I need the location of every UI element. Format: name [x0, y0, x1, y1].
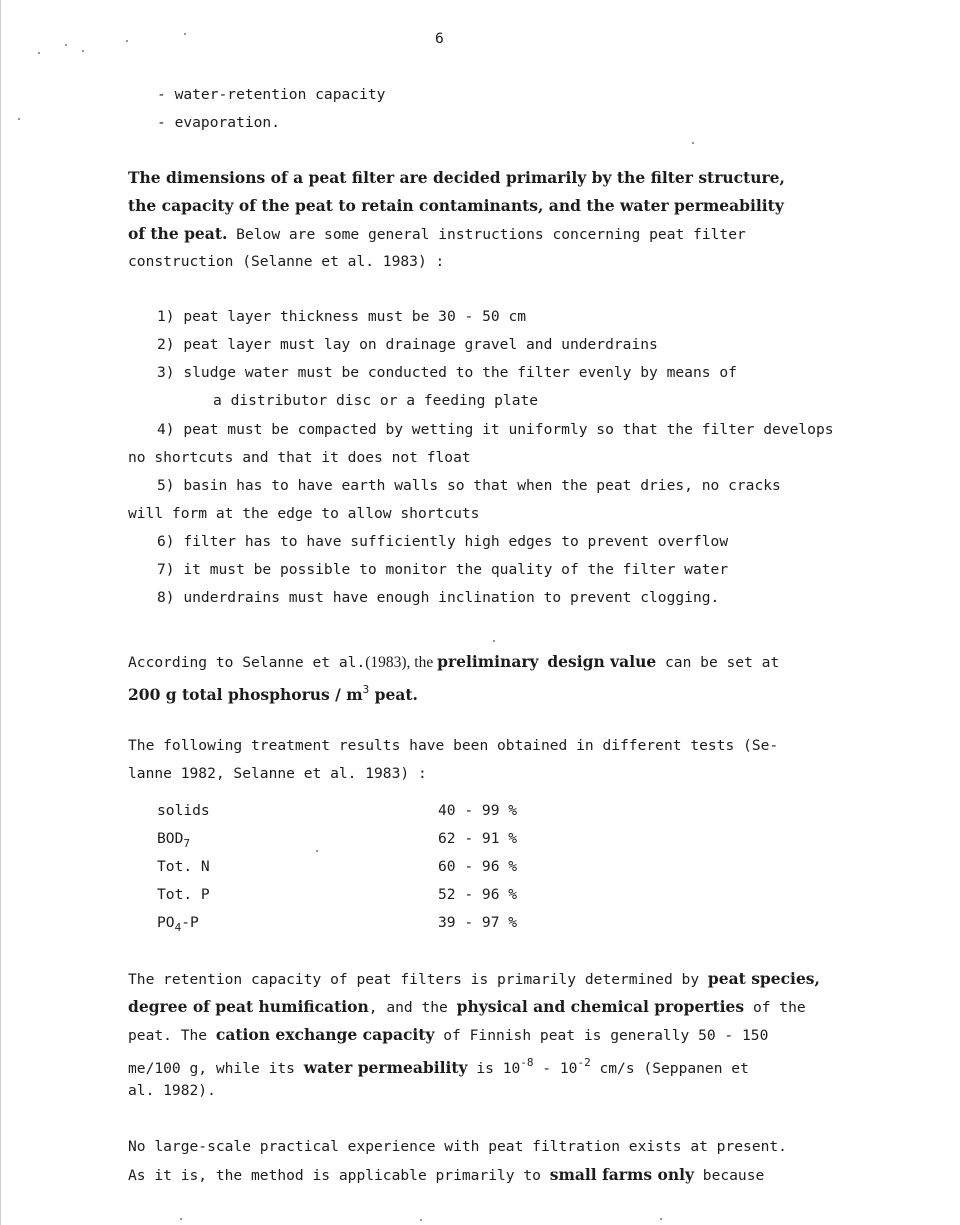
closing-line-2: As it is, the method is applicable primarily to small farms only because: [128, 1165, 765, 1184]
results-intro-line-2: lanne 1982, Selanne et al. 1983) :: [128, 765, 427, 782]
scan-speck: [316, 850, 318, 852]
intro-line-2: the capacity of the peat to retain contaminants, and the water permeability: [128, 196, 784, 215]
instruction-3-continued: a distributor disc or a feeding plate: [213, 392, 539, 409]
scan-speck: [126, 40, 128, 42]
scan-left-edge: [0, 0, 1, 1225]
scan-speck: [82, 50, 84, 52]
instruction-8: 8) underdrains must have enough inclination to prevent clogging.: [157, 589, 720, 606]
results-range: 60 - 96 %: [438, 858, 518, 875]
results-param: $PO_4-P$: [157, 914, 199, 934]
scan-speck: [38, 52, 40, 54]
design-value-line-1: According to Selanne et al.(1983), the preliminary design value can be set at: [128, 652, 780, 671]
results-param: $BOD_7$: [157, 830, 190, 850]
retention-line-5: al. 1982).: [128, 1082, 216, 1099]
scan-speck: [184, 33, 186, 35]
page-number: 6: [435, 30, 444, 47]
scan-speck: [65, 44, 67, 46]
instruction-4: 4) peat must be compacted by wetting it uniformly so that the filter develops: [157, 421, 834, 438]
scan-speck: [692, 142, 694, 144]
retention-line-3: peat. The cation exchange capacity of Finnish peat is generally 50 - 150: [128, 1025, 769, 1044]
results-range: 39 - 97 %: [438, 914, 518, 931]
scan-speck: [18, 118, 20, 120]
instruction-6: 6) filter has to have sufficiently high edges to prevent overflow: [157, 533, 729, 550]
scan-speck: [660, 1218, 662, 1220]
intro-line-1: The dimensions of a peat filter are decided primarily by the filter structure,: [128, 168, 785, 187]
instruction-5: 5) basin has to have earth walls so that when the peat dries, no cracks: [157, 477, 781, 494]
instruction-5-continued: will form at the edge to allow shortcuts: [128, 505, 480, 522]
results-range: 62 - 91 %: [438, 830, 518, 847]
instruction-2: 2) peat layer must lay on drainage gravel and underdrains: [157, 336, 658, 353]
closing-line-1: No large-scale practical experience with peat filtration exists at present.: [128, 1138, 787, 1155]
results-param: Tot. P: [157, 886, 210, 903]
instruction-3: 3) sludge water must be conducted to the filter evenly by means of: [157, 364, 737, 381]
results-param: Tot. N: [157, 858, 210, 875]
retention-line-4: me/100 g, while its water permeability is $10^{-8} - 10^{-2}$ cm/s (Seppanen et: [128, 1056, 749, 1077]
results-intro-line-1: The following treatment results have been obtained in different tests (Se-: [128, 737, 779, 754]
retention-line-1: The retention capacity of peat filters is primarily determined by peat species,: [128, 969, 820, 988]
results-range: 40 - 99 %: [438, 802, 518, 819]
scan-speck: [180, 1218, 182, 1220]
retention-line-2: degree of peat humification, and the physical and chemical properties of the: [128, 997, 806, 1016]
scan-speck: [420, 1219, 422, 1221]
instruction-4-continued: no shortcuts and that it does not float: [128, 449, 471, 466]
instruction-7: 7) it must be possible to monitor the quality of the filter water: [157, 561, 729, 578]
scan-speck: [493, 640, 495, 642]
instruction-1: 1) peat layer thickness must be 30 - 50 cm: [157, 308, 527, 325]
results-range: 52 - 96 %: [438, 886, 518, 903]
bullet-evaporation: - evaporation.: [157, 114, 281, 131]
results-param: solids: [157, 802, 210, 819]
intro-line-3: of the peat. Below are some general instructions concerning peat filter: [128, 224, 746, 243]
bullet-water-retention: - water-retention capacity: [157, 86, 386, 103]
intro-line-4: construction (Selanne et al. 1983) :: [128, 253, 445, 270]
design-value-line-2: 200 g total phosphorus / $m^3$ peat.: [128, 683, 418, 704]
